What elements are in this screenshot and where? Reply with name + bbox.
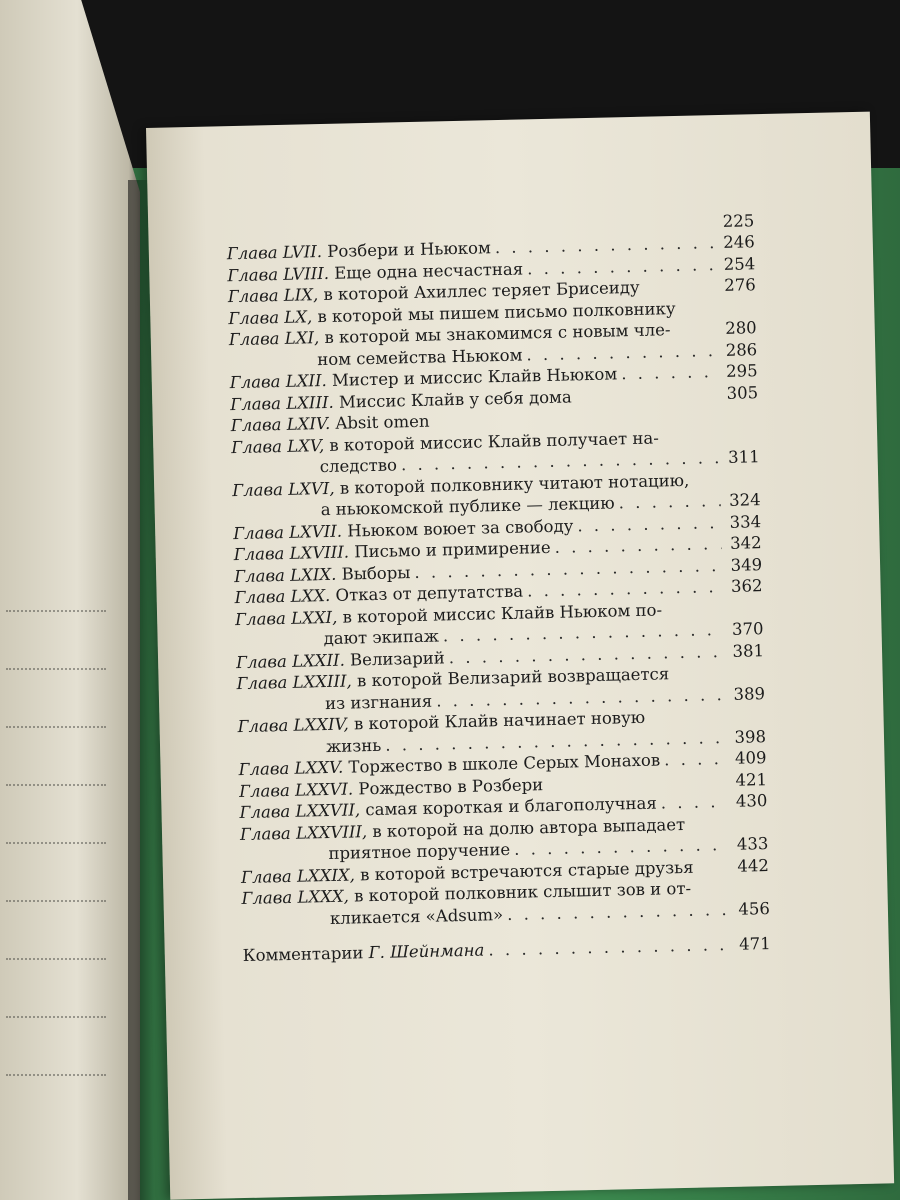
chapter-title-continuation: кликается «Adsum» [329,904,504,928]
chapter-title-continuation: жизнь [325,735,382,756]
chapter-title: Рождество в Розбери [358,774,544,798]
chapter-title: Мистер и миссис Клайв Ньюком [331,364,618,390]
page-number: 334 [729,511,762,532]
page-number: 280 [724,318,757,338]
page-number: 421 [735,769,768,790]
chapter-title: Выборы [341,562,411,584]
table-of-contents [226,210,771,966]
chapter-label: Глава LXVI, [232,478,335,500]
chapter-title: в которой полковнику читают нотацию, [339,470,690,498]
chapter-label: Глава LXXIX, [240,864,356,887]
chapter-title: в которой Ахиллес теряет Брисеиду [323,277,640,305]
chapter-label: Глава LXXVIII, [239,821,368,844]
page-number: 342 [729,533,762,553]
chapter-title: в которой Велизарий возвращается [356,664,670,691]
chapter-label: Глава LXXI, [234,607,338,629]
chapter-title: в которой мы пишем письмо полковнику [317,298,676,326]
page-number: 370 [731,619,764,639]
chapter-title: Велизарий [349,647,446,670]
chapter-title-continuation: следство [319,455,398,477]
chapter-label: Глава LXXVI. [238,778,354,801]
page-number: 409 [734,748,767,768]
page-number: 225 [722,211,755,231]
chapter-label: Глава LXIII. [230,392,334,414]
chapter-title: Отказ от депутатства [335,581,524,605]
page-number: 430 [735,791,768,811]
chapter-label: Глава LXXX, [241,886,350,909]
chapter-title-continuation: ном семейства Ньюком [317,345,523,369]
page-number: 362 [730,576,763,596]
chapter-title: в которой мы знакомимся с новым чле- [324,320,671,348]
chapter-title-continuation: а ньюкомской публике — лекцию [320,493,615,520]
chapter-label: Глава LXIX. [233,564,337,586]
page-number: 305 [726,382,759,403]
chapter-label: Глава LXVII. [232,521,343,543]
page-number: 324 [728,490,761,510]
chapter-title-continuation: приятное поручение [328,839,511,864]
chapter-label: Глава LXV, [231,435,325,457]
chapter-title: Письмо и примирение [354,537,551,562]
page-number: 433 [736,834,769,854]
chapter-title: Миссис Клайв у себя дома [338,386,572,412]
chapter-title: в которой миссис Клайв Ньюком по- [342,599,663,627]
page-number: 471 [738,934,771,954]
chapter-title: в которой полковник слышит зов и от- [353,878,692,906]
chapter-label: Глава LX, [228,306,313,328]
page-number: 295 [725,361,758,381]
chapter-label: Глава LXII. [229,370,327,393]
chapter-label: Глава LVIII. [227,263,330,285]
page-number: 349 [730,554,763,575]
chapter-title: в которой на долю автора выпадает [372,814,686,841]
right-page [146,112,894,1200]
chapter-title: в которой миссис Клайв получает на- [329,427,659,455]
chapter-label: Глава LXI, [228,328,320,350]
chapter-title: самая короткая и благополучная [365,793,657,820]
chapter-title: Розбери и Ньюком [327,238,492,261]
chapter-label: Глава LXX. [234,585,331,608]
chapter-title: Еще одна несчастная [334,258,524,283]
chapter-title: в которой встречаются старые друзья [359,857,694,884]
chapter-title: Торжество в школе Серых Монахов [348,750,661,777]
page-number: 442 [737,855,770,876]
chapter-label: Глава LXVIII. [233,542,350,565]
chapter-label: Глава LXIV. [230,413,331,436]
chapter-label: Глава LIX, [227,285,319,307]
page-number: 286 [725,339,758,360]
page-number [723,419,759,420]
chapter-title-continuation: дают экипаж [323,626,440,649]
chapter-title-continuation: из изгнания [324,691,433,713]
chapter-label: Глава LXXII. [235,650,346,672]
left-page [0,0,140,1200]
chapter-label: Глава LXXIII, [236,671,353,694]
commentary-author: Г. Шейнмана [368,940,485,963]
chapter-title: Ньюком воюет за свободу [347,515,574,541]
page-number: 254 [723,253,756,274]
page-number [720,312,756,313]
page-number: 276 [724,275,756,295]
chapter-label: Глава LXXIV, [237,714,349,737]
page-number: 381 [732,640,765,661]
chapter-title: Absit omen [335,411,430,433]
page-number: 389 [733,683,766,704]
commentary-prefix: Комментарии [242,943,364,966]
page-number: 311 [727,447,760,467]
chapter-label: Глава LXXV. [238,757,344,780]
page-number: 456 [738,898,771,919]
chapter-title: в которой Клайв начинает новую [353,707,646,734]
chapter-label: Глава LXXVII, [239,800,361,823]
page-number: 398 [734,726,767,747]
chapter-label: Глава LVII. [226,242,323,264]
page-number: 246 [723,232,755,252]
